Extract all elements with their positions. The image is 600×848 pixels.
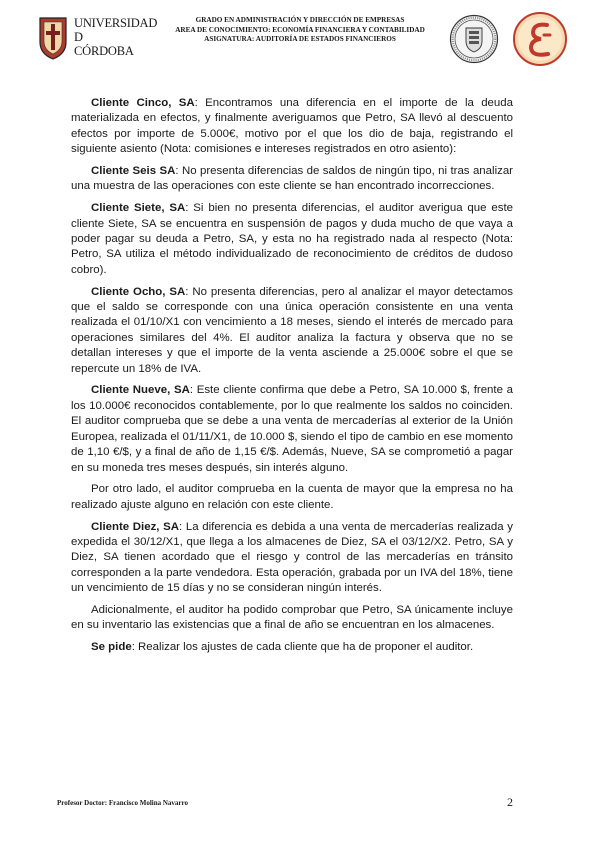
document-body [71, 96, 513, 662]
university-word-3: CÓRDOBA [74, 44, 134, 58]
paragraph-ajuste-nueve [71, 482, 513, 513]
paragraph-cliente-nueve [71, 383, 513, 475]
paragraph-text: : No presenta diferencias de saldos de ningún tipo, ni tras analizar una muestra de las operaciones con este cliente se han encontrado incorrecciones. [71, 165, 513, 193]
paragraph-cliente-siete [71, 201, 513, 278]
paragraph-text: : Realizar los ajustes de cada cliente que ha de proponer el auditor. [131, 641, 474, 654]
paragraph-heading: Cliente Nueve, SA [91, 384, 190, 397]
paragraph-cliente-diez [71, 520, 513, 597]
paragraph-cliente-cinco [71, 96, 513, 158]
page-number: 2 [507, 795, 513, 809]
page-header [0, 0, 600, 80]
paragraph-heading: Cliente Ocho, SA [91, 285, 186, 298]
paragraph-heading: Se pide [91, 641, 132, 654]
paragraph-text: : Si bien no presenta diferencias, el auditor averigua que este cliente Siete, SA se encuentra en suspensión de pagos y duda mucho de que vaya a poder pagar su deuda a Petro, SA, y esta no ha registrado nada al respecto (Nota: Petro, SA utiliza el método individualizado de reconocimiento de créditos de dudoso cobro). [71, 202, 513, 276]
university-word-1: UNIVERSIDAD [74, 16, 158, 30]
footer-author: Profesor Doctor: Francisco Molina Navarro [57, 799, 189, 807]
paragraph-text: Por otro lado, el auditor comprueba en la cuenta de mayor que la empresa no ha realizado ajuste alguno en relación con este cliente. [71, 483, 513, 511]
paragraph-heading: Cliente Siete, SA [91, 202, 186, 215]
area-line: AREA DE CONOCIMIENTO: ECONOMÍA FINANCIERA Y CONTABILIDAD [175, 25, 425, 34]
course-header [150, 16, 450, 45]
paragraph-cliente-ocho [71, 285, 513, 377]
paragraph-se-pide [71, 640, 513, 655]
paragraph-text: : Encontramos una diferencia en el importe de la deuda materializada en efectos, y finalmente averiguamos que Petro, SA llevó al descuento efectos por importe de 5.000€, motivo por el que los dio de baja, registrando el siguiente asiento (Nota: comisiones e intereses registrados en otro asiento): [71, 97, 513, 156]
paragraph-text: : No presenta diferencias, pero al analizar el mayor detectamos que el saldo se corresponde con una única operación consistente en una venta realizada el 01/10/X1 con vencimiento a 18 meses, siendo el interés de mercado para operaciones similares del 4%. El auditor analiza la factura y observa que no se detallan intereses y que el importe de la venta asciende a 25.000€ sobre el que se repercute un 18% de IVA. [71, 285, 513, 375]
paragraph-inventario [71, 603, 513, 634]
faculty-seal-icon [449, 14, 499, 64]
paragraph-text: Adicionalmente, el auditor ha podido comprobar que Petro, SA únicamente incluye en su inventario las existencias que a final de año se encuentran en los almacenes. [71, 603, 513, 632]
paragraph-heading: Cliente Diez, SA [91, 520, 180, 533]
university-word-2: D [74, 30, 83, 44]
degree-line: GRADO EN ADMINISTRACIÓN Y DIRECCIÓN DE EMPRESAS [195, 16, 405, 24]
paragraph-heading: Cliente Cinco, SA [91, 97, 195, 109]
paragraph-cliente-seis [71, 164, 513, 195]
university-shield-icon [38, 16, 68, 60]
paragraph-heading: Cliente Seis SA [91, 165, 176, 178]
university-name [74, 16, 157, 58]
faculty-logo-icon [513, 12, 567, 66]
paragraph-text: : Este cliente confirma que debe a Petro, SA 10.000 $, frente a los 10.000€ reconocidos contablemente, por lo que realmente los saldos no coinciden. El auditor comprueba que se debe a una venta de mercaderías al exterior de la Unión Europea, realizada el 01/11/X1, de 10.000 $, siendo el tipo de cambio en ese momento de 1,10 €/$, y a final de año de 1,15 €/$. Además, Nueve, SA se comprometió a pagar en su moneda tres meses después, sin interés alguno. [71, 384, 513, 474]
university-logo [38, 16, 158, 62]
paragraph-text: : La diferencia es debida a una venta de mercaderías realizada y expedida el 30/12/X1, que llega a los almacenes de Diez, SA el 03/12/X2. Petro, SA y Diez, SA tienen acordado que el riesgo y control de las mercaderías en tránsito corresponden a la parte vendedora. Esta operación, grabada por un IVA del 18%, tiene un vencimiento de 15 días y no se consideran ningún interés. [71, 520, 513, 595]
subject-line: ASIGNATURA: AUDITORÍA DE ESTADOS FINANCIEROS [204, 35, 396, 43]
